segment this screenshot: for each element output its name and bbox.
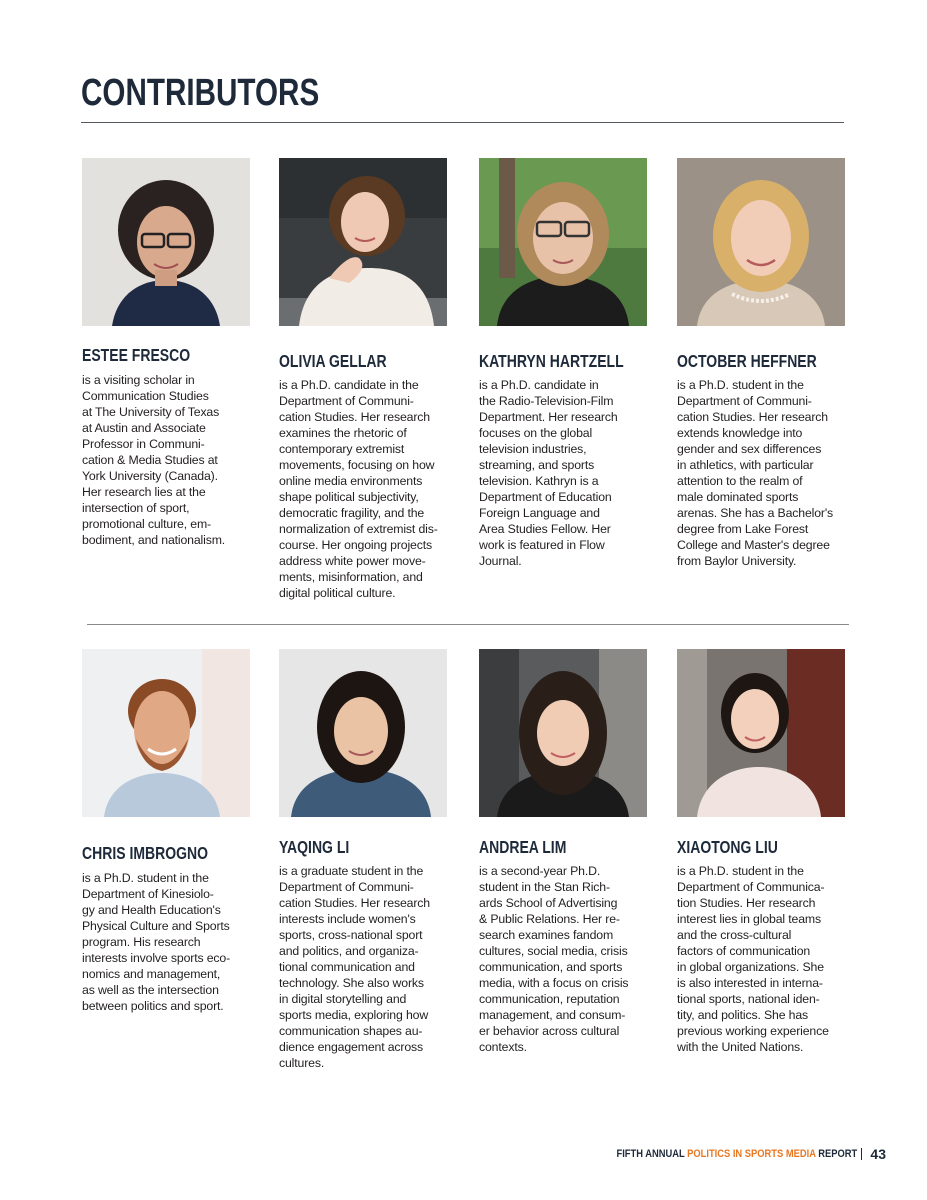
page-number: 43 bbox=[870, 1146, 886, 1162]
contributor-photo bbox=[479, 158, 647, 326]
row-divider bbox=[87, 624, 849, 625]
contributor-name: OCTOBER HEFFNER bbox=[677, 351, 817, 371]
title-divider bbox=[81, 122, 844, 123]
portrait-image bbox=[479, 158, 647, 326]
portrait-image bbox=[279, 649, 447, 817]
footer-prefix: FIFTH ANNUAL bbox=[616, 1148, 688, 1160]
contributor-card bbox=[677, 158, 857, 568]
contributor-name: CHRIS IMBROGNO bbox=[82, 843, 208, 863]
contributor-card bbox=[279, 158, 459, 600]
contributor-photo bbox=[82, 649, 250, 817]
portrait-image bbox=[82, 649, 250, 817]
footer-report-title bbox=[617, 1148, 858, 1160]
contributor-card bbox=[279, 649, 459, 1070]
contributor-name: OLIVIA GELLAR bbox=[279, 351, 387, 371]
contributor-bio: is a Ph.D. student in the Department of Communica- tion Studies. Her research interest lies in global teams and the cross-cultural factors of communication in global organizations. She is also interested in interna- tional sports, national iden- tity, and politics. She has previous working experience with the United Nations. bbox=[677, 864, 829, 1054]
footer-highlight: POLITICS IN SPORTS MEDIA bbox=[687, 1148, 816, 1160]
contributor-photo bbox=[82, 158, 250, 326]
portrait-image bbox=[82, 158, 250, 326]
contributor-bio: is a Ph.D. candidate in the Radio-Television-Film Department. Her research focuses on the global television industries, streaming, and sports television. Kathryn is a Department of Education Foreign Language and Area Studies Fellow. Her work is featured in Flow Journal. bbox=[479, 378, 618, 568]
contributor-photo bbox=[677, 649, 845, 817]
contributor-card bbox=[479, 158, 659, 568]
contributor-bio: is a visiting scholar in Communication Studies at The University of Texas at Austin and Associate Professor in Communi- cation & Media Studies at York University (Canada). Her research lies at the intersection of sport, promotional culture, em- bodiment, and nationalism. bbox=[82, 373, 226, 547]
portrait-image bbox=[677, 158, 845, 326]
contributor-bio: is a Ph.D. student in the Department of Kinesiolo- gy and Health Education's Physical Culture and Sports program. His research interests involve sports eco- nomics and management, as well as the intersection between politics and sport. bbox=[82, 871, 231, 1013]
contributor-name: ANDREA LIM bbox=[479, 837, 567, 857]
contributor-card bbox=[479, 649, 659, 1054]
contributor-bio: is a second-year Ph.D. student in the Stan Rich- ards School of Advertising & Public Relations. Her re- search examines fandom cultures, social media, crisis communication, and sports media, with a focus on crisis communication, reputation management, and consum- er behavior across cultural contexts. bbox=[479, 864, 629, 1054]
contributor-bio: is a Ph.D. student in the Department of Communi- cation Studies. Her research extends knowledge into gender and sex differences in athletics, with particular attention to the realm of male dominated sports arenas. She has a Bachelor's degree from Lake Forest College and Master's degree from Baylor University. bbox=[677, 378, 834, 568]
contributor-photo bbox=[677, 158, 845, 326]
contributor-photo bbox=[479, 649, 647, 817]
portrait-image bbox=[479, 649, 647, 817]
contributor-card bbox=[677, 649, 857, 1054]
contributor-name: ESTEE FRESCO bbox=[82, 345, 191, 365]
footer-suffix: REPORT bbox=[815, 1148, 858, 1160]
contributor-photo bbox=[279, 649, 447, 817]
contributor-name: YAQING LI bbox=[279, 837, 350, 857]
contributor-bio: is a graduate student in the Department of Communi- cation Studies. Her research interests include women's sports, cross-national sport and politics, and organiza- tional communication and technology. She also works in digital storytelling and sports media, exploring how communication shapes au- dience engagement across cultures. bbox=[279, 864, 430, 1070]
contributor-name: KATHRYN HARTZELL bbox=[479, 351, 624, 371]
page-title: CONTRIBUTORS bbox=[81, 72, 320, 114]
contributor-bio: is a Ph.D. candidate in the Department of Communi- cation Studies. Her research examines the rhetoric of contemporary extremist movements, focusing on how online media environments shape political subjectivity, democratic fragility, and the normalization of extremist dis- course. Her ongoing projects address white power move- ments, misinformation, and digital political culture. bbox=[279, 378, 438, 600]
portrait-image bbox=[279, 158, 447, 326]
contributor-photo bbox=[279, 158, 447, 326]
footer-separator bbox=[861, 1148, 862, 1160]
page-footer bbox=[574, 1146, 886, 1162]
contributor-card bbox=[82, 649, 262, 1013]
contributor-name: XIAOTONG LIU bbox=[677, 837, 778, 857]
portrait-image bbox=[677, 649, 845, 817]
contributor-card bbox=[82, 158, 262, 547]
